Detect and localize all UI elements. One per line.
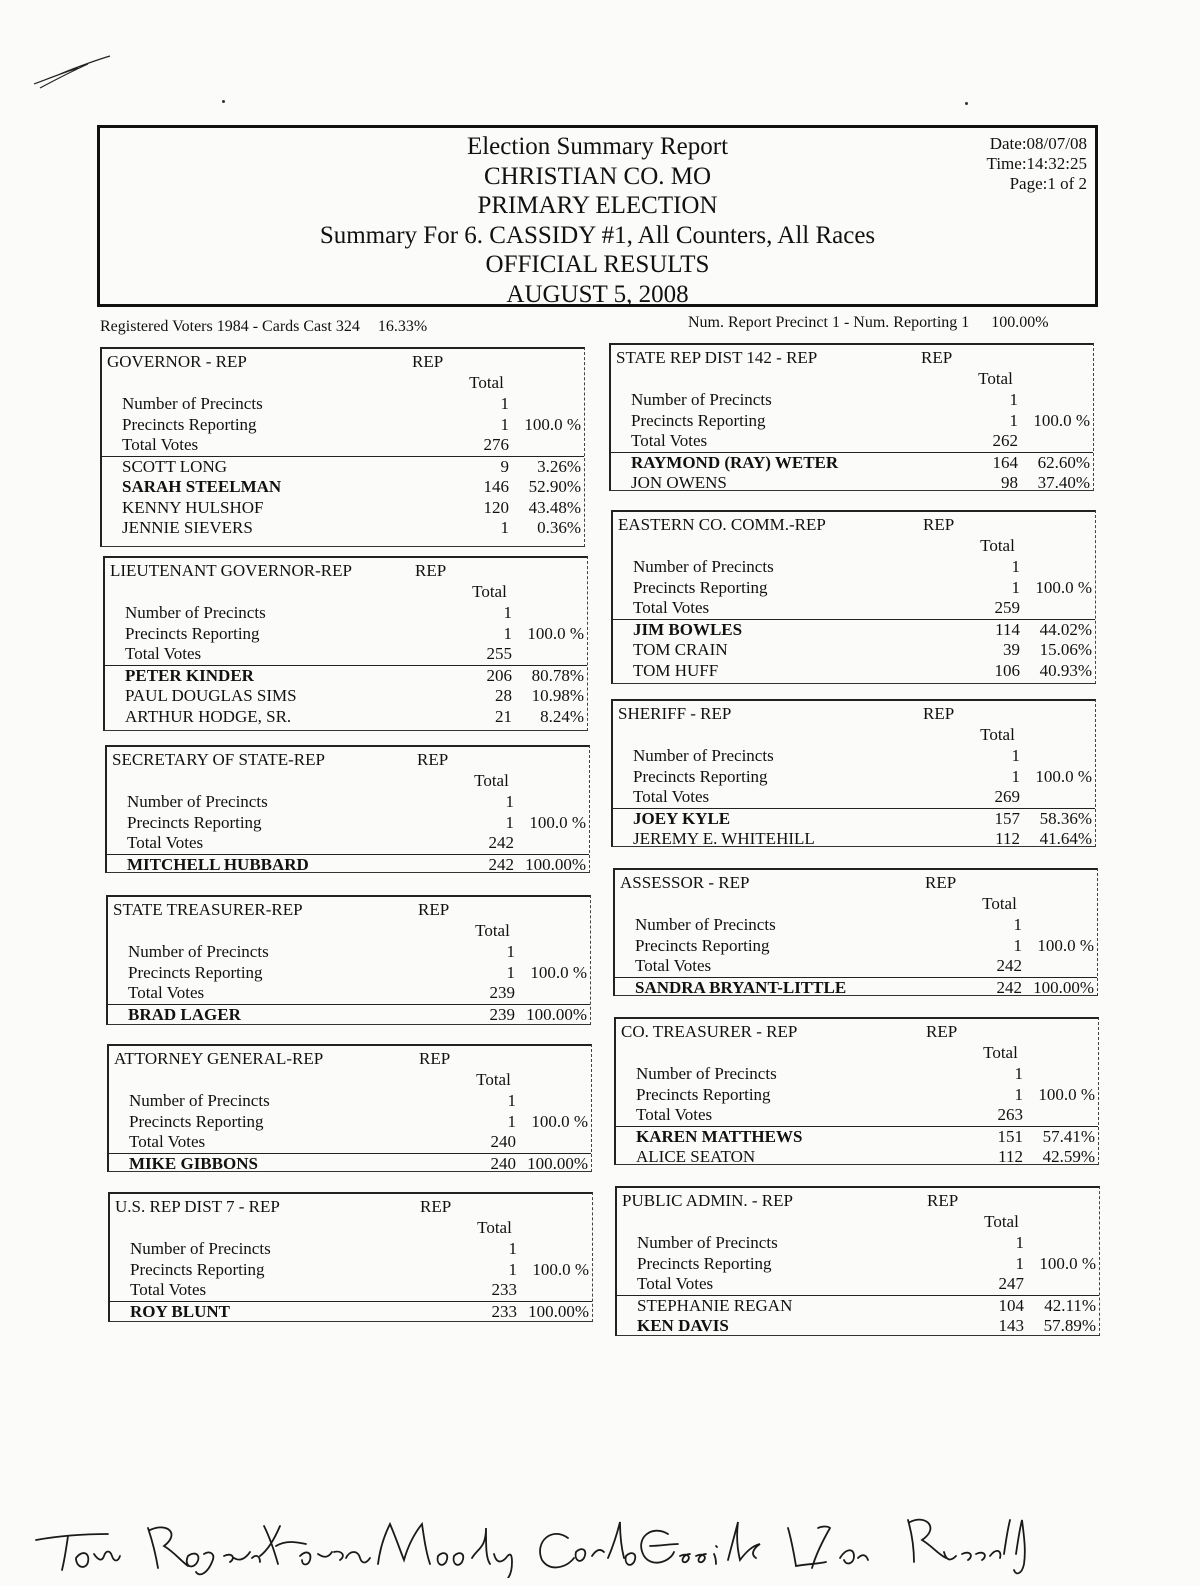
candidate-row xyxy=(611,452,1093,474)
precincts-row-label: Number of Precincts xyxy=(637,1233,778,1252)
race-box xyxy=(611,699,1096,847)
total-column-header: Total xyxy=(474,771,509,790)
precincts-row-label: Number of Precincts xyxy=(127,792,268,811)
race-title: STATE REP DIST 142 - REP xyxy=(616,348,818,367)
precincts-row xyxy=(613,557,1095,578)
candidate-votes: 98 xyxy=(1001,473,1018,492)
candidate-percent: 57.41% xyxy=(1042,1126,1095,1146)
candidate-name: JENNIE SIEVERS xyxy=(122,518,253,537)
precincts-row xyxy=(110,1239,592,1260)
candidate-row xyxy=(613,661,1095,682)
candidate-percent: 41.64% xyxy=(1039,829,1092,848)
total-column-header: Total xyxy=(984,1212,1019,1231)
total-column-header: Total xyxy=(980,725,1015,744)
candidate-row xyxy=(105,707,587,728)
candidate-votes: 151 xyxy=(997,1126,1023,1146)
candidate-votes: 28 xyxy=(495,686,512,705)
candidate-row xyxy=(617,1316,1099,1337)
results-status: OFFICIAL RESULTS xyxy=(485,251,710,278)
precincts-row-count: 1 xyxy=(1011,557,1020,576)
candidate-votes: 106 xyxy=(994,660,1020,680)
reporting-row-count: 1 xyxy=(1009,410,1018,430)
total-votes-row-count: 262 xyxy=(992,431,1018,450)
reporting-percent: 100.00% xyxy=(991,314,1049,331)
party-header: REP xyxy=(417,750,449,769)
reporting-row-label: Precincts Reporting xyxy=(128,962,263,982)
reporting-row xyxy=(109,1112,591,1133)
candidate-row xyxy=(615,977,1097,999)
candidate-row xyxy=(108,1004,590,1026)
reporting-row-count: 1 xyxy=(508,1259,517,1279)
reporting-row xyxy=(616,1085,1098,1106)
candidate-row xyxy=(617,1295,1099,1317)
reporting-row-label: Precincts Reporting xyxy=(631,410,766,430)
party-header: REP xyxy=(415,561,447,580)
total-votes-row xyxy=(102,435,584,456)
reporting-row-count: 1 xyxy=(1011,577,1020,597)
race-box xyxy=(103,556,588,731)
race-box xyxy=(106,895,591,1025)
reporting-row-percent: 100.0 % xyxy=(529,812,586,832)
page-number: Page:1 of 2 xyxy=(1009,174,1087,193)
candidate-percent: 58.36% xyxy=(1039,808,1092,828)
candidate-percent: 0.36% xyxy=(537,518,581,537)
candidate-votes: 120 xyxy=(483,497,509,517)
signatures-area xyxy=(28,1498,1038,1583)
candidate-percent: 43.48% xyxy=(528,497,581,517)
precincts-row-label: Number of Precincts xyxy=(129,1091,270,1110)
candidate-votes: 206 xyxy=(486,665,512,685)
precincts-row-count: 1 xyxy=(1015,1233,1024,1252)
precincts-row xyxy=(105,603,587,624)
candidate-votes: 240 xyxy=(490,1153,516,1173)
candidate-row xyxy=(102,498,584,519)
candidate-percent: 100.00% xyxy=(525,854,586,874)
precincts-row-label: Number of Precincts xyxy=(631,390,772,409)
party-header: REP xyxy=(927,1191,959,1210)
report-meta xyxy=(987,134,1087,194)
candidate-row xyxy=(613,619,1095,641)
reporting-row-percent: 100.0 % xyxy=(527,623,584,643)
candidate-percent: 57.89% xyxy=(1043,1316,1096,1335)
party-header: REP xyxy=(420,1197,452,1216)
party-header: REP xyxy=(921,348,953,367)
race-title: GOVERNOR - REP xyxy=(107,352,247,371)
reporting-row-count: 1 xyxy=(506,962,515,982)
precincts-row-count: 1 xyxy=(505,792,514,811)
total-votes-row-label: Total Votes xyxy=(125,644,202,663)
county-name: CHRISTIAN CO. MO xyxy=(483,162,712,190)
total-votes-row xyxy=(615,956,1097,977)
total-column-header: Total xyxy=(475,921,510,940)
candidate-votes: 242 xyxy=(996,977,1022,997)
reporting-row-label: Precincts Reporting xyxy=(125,623,260,643)
precincts-row-label: Number of Precincts xyxy=(128,942,269,961)
candidate-votes: 114 xyxy=(995,619,1020,639)
race-box xyxy=(615,1186,1100,1336)
precincts-row-label: Number of Precincts xyxy=(130,1239,271,1258)
report-header xyxy=(97,125,1098,307)
total-votes-row-label: Total Votes xyxy=(637,1274,714,1293)
race-box xyxy=(105,745,590,873)
reporting-row xyxy=(617,1254,1099,1275)
reporting-row-percent: 100.0 % xyxy=(531,1111,588,1131)
precincts-row xyxy=(102,394,584,415)
candidate-row xyxy=(105,686,587,707)
candidate-votes: 143 xyxy=(998,1316,1024,1335)
candidate-name: MIKE GIBBONS xyxy=(129,1153,258,1173)
candidate-percent: 52.90% xyxy=(528,477,581,496)
total-votes-row-label: Total Votes xyxy=(635,956,712,975)
total-votes-row xyxy=(109,1132,591,1153)
candidate-percent: 10.98% xyxy=(531,686,584,705)
candidate-name: KEN DAVIS xyxy=(637,1316,729,1335)
precincts-row-label: Number of Precincts xyxy=(635,915,776,934)
race-rows xyxy=(110,1239,592,1322)
reporting-row-percent: 100.0 % xyxy=(1039,1253,1096,1273)
reporting-row-percent: 100.0 % xyxy=(1035,577,1092,597)
candidate-name: SCOTT LONG xyxy=(122,456,227,476)
reporting-row-label: Precincts Reporting xyxy=(633,577,768,597)
reporting-row-percent: 100.0 % xyxy=(1035,766,1092,786)
precincts-row xyxy=(107,792,589,813)
reporting-row-label: Precincts Reporting xyxy=(636,1084,771,1104)
candidate-row xyxy=(102,456,584,478)
candidate-name: JIM BOWLES xyxy=(633,619,743,639)
race-rows xyxy=(617,1233,1099,1337)
candidate-name: BRAD LAGER xyxy=(128,1004,241,1024)
total-votes-row-count: 269 xyxy=(994,787,1020,806)
turnout-percent: 16.33% xyxy=(377,318,428,335)
precincts-row-count: 1 xyxy=(1014,1064,1023,1083)
candidate-name: RAYMOND (RAY) WETER xyxy=(631,452,839,472)
candidate-percent: 40.93% xyxy=(1039,660,1092,680)
candidate-row xyxy=(102,477,584,498)
candidate-name: PETER KINDER xyxy=(125,665,254,685)
paper-speck xyxy=(965,102,968,105)
party-header: REP xyxy=(923,515,955,534)
precincts-row-label: Number of Precincts xyxy=(633,746,774,765)
precincts-row-count: 1 xyxy=(1011,746,1020,765)
reporting-row xyxy=(611,411,1093,432)
candidate-row xyxy=(613,640,1095,661)
party-header: REP xyxy=(925,873,957,892)
candidate-name: STEPHANIE REGAN xyxy=(637,1295,793,1315)
candidate-votes: 39 xyxy=(1003,640,1020,659)
reporting-row-label: Precincts Reporting xyxy=(127,812,262,832)
candidate-percent: 80.78% xyxy=(531,665,584,685)
party-header: REP xyxy=(923,704,955,723)
reporting-row-count: 1 xyxy=(505,812,514,832)
party-header: REP xyxy=(418,900,450,919)
precincts-row xyxy=(615,915,1097,936)
precincts-row-label: Number of Precincts xyxy=(125,603,266,622)
total-column-header: Total xyxy=(980,536,1015,555)
reporting-row-count: 1 xyxy=(503,623,512,643)
race-box xyxy=(108,1192,593,1322)
total-votes-row xyxy=(617,1274,1099,1295)
registered-cards-text: Registered Voters 1984 - Cards Cast 324 xyxy=(100,318,360,335)
race-title: ASSESSOR - REP xyxy=(620,873,750,892)
precincts-row xyxy=(613,746,1095,767)
party-header: REP xyxy=(926,1022,958,1041)
candidate-row xyxy=(616,1147,1098,1168)
reporting-row-percent: 100.0 % xyxy=(524,414,581,434)
total-votes-row-label: Total Votes xyxy=(636,1105,713,1124)
race-rows xyxy=(613,557,1095,681)
race-rows xyxy=(615,915,1097,998)
race-title: LIEUTENANT GOVERNOR-REP xyxy=(110,561,352,580)
total-votes-row xyxy=(105,644,587,665)
reporting-row-count: 1 xyxy=(1011,766,1020,786)
precincts-row-count: 1 xyxy=(506,942,515,961)
handwritten-signatures xyxy=(28,1498,1038,1578)
total-votes-row-label: Total Votes xyxy=(631,431,708,450)
reporting-row-percent: 100.0 % xyxy=(532,1259,589,1279)
race-box xyxy=(609,343,1094,491)
candidate-percent: 100.00% xyxy=(526,1004,587,1024)
race-rows xyxy=(613,746,1095,850)
total-column-header: Total xyxy=(983,1043,1018,1062)
reporting-row-count: 1 xyxy=(507,1111,516,1131)
report-date: Date:08/07/08 xyxy=(989,134,1087,153)
turnout-summary xyxy=(100,318,427,336)
candidate-votes: 112 xyxy=(995,829,1020,848)
reporting-row xyxy=(110,1260,592,1281)
candidate-name: MITCHELL HUBBARD xyxy=(127,854,309,874)
reporting-row-percent: 100.0 % xyxy=(1038,1084,1095,1104)
total-votes-row-label: Total Votes xyxy=(129,1132,206,1151)
reporting-row xyxy=(613,767,1095,788)
reporting-row-percent: 100.0 % xyxy=(530,962,587,982)
total-votes-row-label: Total Votes xyxy=(127,833,204,852)
reporting-row-percent: 100.0 % xyxy=(1033,410,1090,430)
total-votes-row-count: 259 xyxy=(994,598,1020,617)
reporting-row-count: 1 xyxy=(500,414,509,434)
reporting-row xyxy=(108,963,590,984)
total-votes-row-count: 240 xyxy=(490,1132,516,1151)
reporting-row-percent: 100.0 % xyxy=(1037,935,1094,955)
race-title: STATE TREASURER-REP xyxy=(113,900,303,919)
candidate-name: KENNY HULSHOF xyxy=(122,497,264,517)
race-box xyxy=(611,510,1096,684)
precincts-row xyxy=(611,390,1093,411)
paper-speck xyxy=(222,100,225,103)
candidate-percent: 100.00% xyxy=(527,1153,588,1173)
candidate-row xyxy=(109,1153,591,1175)
reporting-text: Num. Report Precinct 1 - Num. Reporting 1 xyxy=(688,314,970,331)
precincts-row xyxy=(617,1233,1099,1254)
precincts-row-count: 1 xyxy=(1013,915,1022,934)
candidate-votes: 233 xyxy=(491,1301,517,1321)
candidate-name: SANDRA BRYANT-LITTLE xyxy=(635,977,847,997)
reporting-row-label: Precincts Reporting xyxy=(129,1111,264,1131)
total-votes-row xyxy=(107,833,589,854)
race-box xyxy=(107,1044,592,1172)
race-title: CO. TREASURER - REP xyxy=(621,1022,798,1041)
precincts-row xyxy=(109,1091,591,1112)
candidate-row xyxy=(102,518,584,539)
candidate-votes: 239 xyxy=(489,1004,515,1024)
precincts-row xyxy=(108,942,590,963)
total-column-header: Total xyxy=(477,1218,512,1237)
race-rows xyxy=(107,792,589,875)
candidate-row xyxy=(611,473,1093,494)
candidate-row xyxy=(616,1126,1098,1148)
race-title: PUBLIC ADMIN. - REP xyxy=(622,1191,793,1210)
total-votes-row-count: 276 xyxy=(483,435,509,454)
race-rows xyxy=(616,1064,1098,1168)
party-header: REP xyxy=(412,352,444,371)
candidate-percent: 100.00% xyxy=(1033,977,1094,997)
candidate-row xyxy=(613,829,1095,850)
candidate-name: TOM HUFF xyxy=(633,660,719,680)
candidate-name: ARTHUR HODGE, SR. xyxy=(125,706,292,726)
election-date: AUGUST 5, 2008 xyxy=(506,280,689,308)
reporting-row-count: 1 xyxy=(1013,935,1022,955)
reporting-row-label: Precincts Reporting xyxy=(635,935,770,955)
race-box xyxy=(614,1017,1099,1165)
candidate-votes: 104 xyxy=(998,1295,1024,1315)
pen-scribble-mark xyxy=(30,50,130,95)
total-votes-row xyxy=(613,787,1095,808)
reporting-row xyxy=(102,415,584,436)
total-votes-row-label: Total Votes xyxy=(130,1280,207,1299)
precincts-row-count: 1 xyxy=(503,603,512,622)
precincts-row xyxy=(616,1064,1098,1085)
candidate-name: ROY BLUNT xyxy=(130,1301,230,1321)
candidate-percent: 3.26% xyxy=(537,456,581,476)
candidate-name: SARAH STEELMAN xyxy=(122,477,282,496)
total-votes-row-label: Total Votes xyxy=(633,598,710,617)
total-votes-row-label: Total Votes xyxy=(633,787,710,806)
candidate-votes: 157 xyxy=(994,808,1020,828)
total-votes-row-count: 255 xyxy=(486,644,512,663)
reporting-row xyxy=(107,813,589,834)
candidate-votes: 9 xyxy=(500,456,509,476)
precincts-row-label: Number of Precincts xyxy=(122,394,263,413)
candidate-percent: 42.11% xyxy=(1044,1295,1096,1315)
reporting-summary xyxy=(688,314,1049,332)
reporting-row-count: 1 xyxy=(1015,1253,1024,1273)
candidate-percent: 42.59% xyxy=(1042,1147,1095,1166)
candidate-percent: 8.24% xyxy=(540,706,584,726)
total-votes-row xyxy=(108,983,590,1004)
total-column-header: Total xyxy=(982,894,1017,913)
precincts-row-label: Number of Precincts xyxy=(633,557,774,576)
total-votes-row-count: 263 xyxy=(997,1105,1023,1124)
report-title: Election Summary Report xyxy=(466,133,729,160)
candidate-votes: 1 xyxy=(500,518,509,537)
candidate-name: PAUL DOUGLAS SIMS xyxy=(125,686,297,705)
candidate-name: ALICE SEATON xyxy=(636,1147,756,1166)
race-rows xyxy=(109,1091,591,1174)
candidate-name: JEREMY E. WHITEHILL xyxy=(633,829,815,848)
candidate-percent: 44.02% xyxy=(1039,619,1092,639)
total-votes-row xyxy=(110,1280,592,1301)
total-votes-row-count: 242 xyxy=(996,956,1022,975)
report-title-block xyxy=(100,132,1095,309)
total-column-header: Total xyxy=(476,1070,511,1089)
candidate-name: JON OWENS xyxy=(631,473,727,492)
race-rows xyxy=(611,390,1093,494)
candidate-row xyxy=(107,854,589,876)
candidate-votes: 21 xyxy=(495,706,512,726)
total-votes-row-count: 242 xyxy=(488,833,514,852)
precincts-row-count: 1 xyxy=(500,394,509,413)
reporting-row xyxy=(613,578,1095,599)
total-votes-row-count: 247 xyxy=(998,1274,1024,1293)
race-rows xyxy=(108,942,590,1025)
candidate-percent: 62.60% xyxy=(1037,452,1090,472)
candidate-name: KAREN MATTHEWS xyxy=(636,1126,803,1146)
total-votes-row xyxy=(616,1105,1098,1126)
precincts-row-count: 1 xyxy=(507,1091,516,1110)
race-rows xyxy=(102,394,584,539)
total-votes-row xyxy=(613,598,1095,619)
race-title: SHERIFF - REP xyxy=(618,704,732,723)
election-name: PRIMARY ELECTION xyxy=(477,192,718,219)
race-title: SECRETARY OF STATE-REP xyxy=(112,750,325,769)
total-column-header: Total xyxy=(472,582,507,601)
total-votes-row-label: Total Votes xyxy=(122,435,199,454)
candidate-row xyxy=(613,808,1095,830)
race-box xyxy=(100,347,585,547)
total-column-header: Total xyxy=(978,369,1013,388)
reporting-row-count: 1 xyxy=(1014,1084,1023,1104)
candidate-name: JOEY KYLE xyxy=(633,808,731,828)
reporting-row-label: Precincts Reporting xyxy=(130,1259,265,1279)
reporting-row-label: Precincts Reporting xyxy=(633,766,768,786)
report-time: Time:14:32:25 xyxy=(986,154,1087,173)
race-rows xyxy=(105,603,587,727)
precincts-row-count: 1 xyxy=(508,1239,517,1258)
candidate-row xyxy=(105,665,587,687)
race-title: U.S. REP DIST 7 - REP xyxy=(115,1197,280,1216)
race-title: ATTORNEY GENERAL-REP xyxy=(114,1049,324,1068)
total-votes-row xyxy=(611,431,1093,452)
race-box xyxy=(613,868,1098,996)
candidate-votes: 164 xyxy=(992,452,1018,472)
total-votes-row-count: 239 xyxy=(489,983,515,1002)
party-header: REP xyxy=(419,1049,451,1068)
candidate-percent: 37.40% xyxy=(1037,473,1090,492)
precincts-row-count: 1 xyxy=(1009,390,1018,409)
reporting-row xyxy=(615,936,1097,957)
race-title: EASTERN CO. COMM.-REP xyxy=(618,515,826,534)
total-column-header: Total xyxy=(469,373,504,392)
candidate-name: TOM CRAIN xyxy=(633,640,728,659)
candidate-row xyxy=(110,1301,592,1323)
summary-scope: Summary For 6. CASSIDY #1, All Counters, All Races xyxy=(319,221,876,249)
candidate-percent: 100.00% xyxy=(528,1301,589,1321)
candidate-votes: 146 xyxy=(483,477,509,496)
candidate-votes: 112 xyxy=(998,1147,1023,1166)
reporting-row xyxy=(105,624,587,645)
reporting-row-label: Precincts Reporting xyxy=(637,1253,772,1273)
total-votes-row-label: Total Votes xyxy=(128,983,205,1002)
candidate-percent: 15.06% xyxy=(1039,640,1092,659)
reporting-row-label: Precincts Reporting xyxy=(122,414,257,434)
total-votes-row-count: 233 xyxy=(491,1280,517,1299)
precincts-row-label: Number of Precincts xyxy=(636,1064,777,1083)
candidate-votes: 242 xyxy=(488,854,514,874)
